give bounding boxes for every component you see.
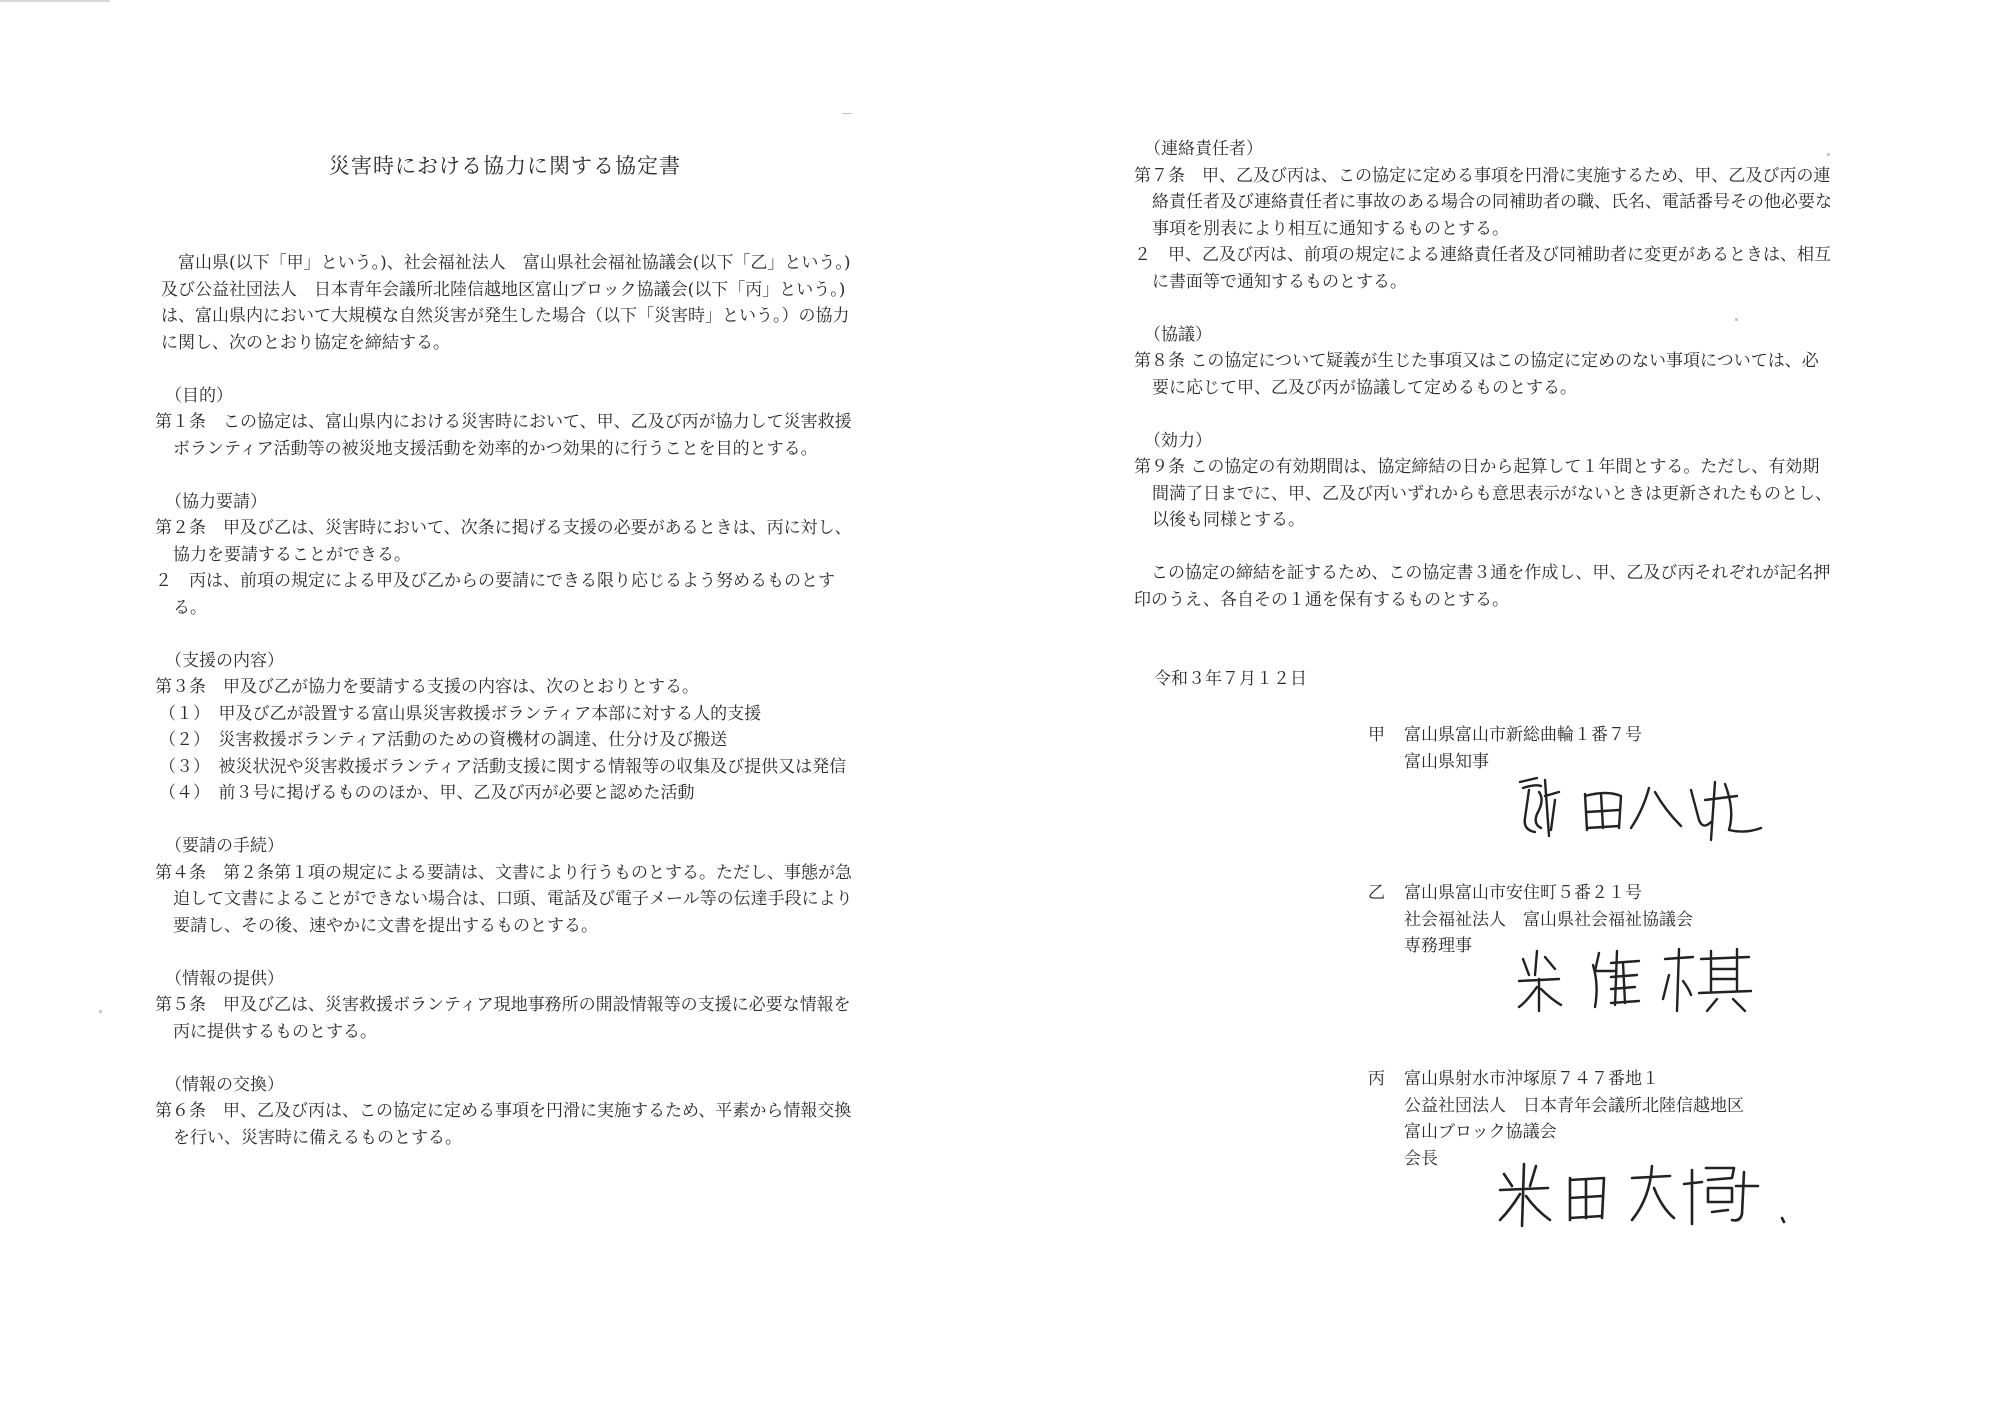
article-1-heading: （目的）	[165, 385, 233, 406]
scan-mark	[0, 0, 110, 2]
preamble: 富山県(以下「甲」という。)、社会福祉法人 富山県社会福祉協議会(以下「乙」という。)及び公益社団法人 日本青年会議所北陸信越地区富山ブロック協議会(以下「丙」という。)は、富山県内において大規模な自然災害が発生した場合（以下「災害時」という。）の協力に関し、次のとおり協定を締結する。	[161, 253, 851, 353]
party-a-block	[1368, 722, 1642, 775]
party-c-mark: 丙	[1368, 1069, 1385, 1089]
party-c-title: 会長	[1404, 1148, 1438, 1169]
party-c-address: 富山県射水市沖塚原７４７番地１	[1404, 1069, 1659, 1089]
party-b-address: 富山県富山市安住町５番２１号	[1404, 883, 1642, 903]
agreement-date: 令和３年７月１２日	[1154, 669, 1307, 689]
scan-mark	[99, 1010, 102, 1013]
party-a-mark: 甲	[1368, 725, 1385, 745]
document-title: 災害時における協力に関する協定書	[329, 154, 681, 178]
article-2-text: 第２条 甲及び乙は、災害時において、次条に掲げる支援の必要があるときは、丙に対し、協力を要請することができる。	[155, 518, 852, 565]
article-8-text: 第８条 この協定について疑義が生じた事項又はこの協定に定めのない事項については、必要に応じて甲、乙及び丙が協議して定めるものとする。	[1134, 351, 1819, 398]
article-3-heading: （支援の内容）	[165, 650, 284, 671]
right-page	[1134, 136, 1834, 693]
party-b-organization: 社会福祉法人 富山県社会福祉協議会	[1404, 909, 1693, 930]
article-7-heading: （連絡責任者）	[1144, 139, 1263, 159]
party-b-signature	[1515, 945, 1755, 1019]
party-b-mark: 乙	[1368, 883, 1385, 903]
article-4-text: 第４条 第２条第１項の規定による要請は、文書により行うものとする。ただし、事態が急迫して文書によることができない場合は、口頭、電話及び電子メール等の伝達手段により要請し、その後、速やかに文書を提出するものとする。	[155, 862, 853, 936]
article-7-text: 第７条 甲、乙及び丙は、この協定に定める事項を円滑に実施するため、甲、乙及び丙の連絡責任者及び連絡責任者に事故のある場合の同補助者の職、氏名、電話番号その他必要な事項を別表により相互に通知するものとする。	[1134, 165, 1832, 239]
party-c-organization: 公益社団法人 日本青年会議所北陸信越地区	[1404, 1095, 1744, 1116]
party-c-signature	[1496, 1158, 1786, 1234]
article-5-text: 第５条 甲及び乙は、災害救援ボランティア現地事務所の開設情報等の支援に必要な情報を丙に提供するものとする。	[155, 995, 851, 1042]
article-3-item-2: （２） 災害救援ボランティア活動のための資機材の調達、仕分け及び搬送	[159, 730, 728, 750]
article-2-paragraph-2: ２ 丙は、前項の規定による甲及び乙からの要請にできる限り応じるよう努めるものとする。	[155, 571, 835, 618]
article-9-heading: （効力）	[1144, 430, 1212, 451]
party-a-address: 富山県富山市新総曲輪１番７号	[1404, 725, 1642, 745]
article-3-item-4: （４） 前３号に掲げるもののほか、甲、乙及び丙が必要と認めた活動	[159, 783, 695, 803]
article-7-paragraph-2: ２ 甲、乙及び丙は、前項の規定による連絡責任者及び同補助者に変更があるときは、相互に書面等で通知するものとする。	[1134, 245, 1831, 292]
party-a-signature	[1515, 770, 1765, 854]
article-5-heading: （情報の提供）	[165, 968, 284, 989]
party-b-title: 専務理事	[1404, 936, 1472, 956]
party-c-organization-2: 富山ブロック協議会	[1404, 1122, 1557, 1142]
article-2-heading: （協力要請）	[165, 491, 267, 512]
article-3-item-1: （１） 甲及び乙が設置する富山県災害救援ボランティア本部に対する人的支援	[159, 703, 762, 724]
article-8-heading: （協議）	[1144, 324, 1212, 345]
party-a-title: 富山県知事	[1404, 751, 1489, 772]
article-9-text: 第９条 この協定の有効期間は、協定締結の日から起算して１年間とする。ただし、有効期間満了日までに、甲、乙及び丙いずれからも意思表示がないときは更新されたものとし、以後も同様とする。	[1134, 457, 1832, 530]
party-c-block	[1368, 1066, 1744, 1172]
closing-statement: この協定の締結を証するため、この協定書３通を作成し、甲、乙及び丙それぞれが記名押印のうえ、各自その１通を保有するものとする。	[1134, 563, 1831, 610]
article-4-heading: （要請の手続）	[165, 836, 284, 856]
article-6-text: 第６条 甲、乙及び丙は、この協定に定める事項を円滑に実施するため、平素から情報交換を行い、災害時に備えるものとする。	[155, 1101, 852, 1148]
article-1-text: 第１条 この協定は、富山県内における災害時において、甲、乙及び丙が協力して災害救援ボランティア活動等の被災地支援活動を効率的かつ効果的に行うことを目的とする。	[155, 412, 852, 459]
scan-mark	[842, 113, 852, 114]
article-3-text: 第３条 甲及び乙が協力を要請する支援の内容は、次のとおりとする。	[155, 677, 699, 697]
article-6-heading: （情報の交換）	[165, 1074, 284, 1095]
article-3-item-3: （３） 被災状況や災害救援ボランティア活動支援に関する情報等の収集及び提供又は発信	[159, 756, 847, 777]
left-page	[155, 150, 855, 1151]
